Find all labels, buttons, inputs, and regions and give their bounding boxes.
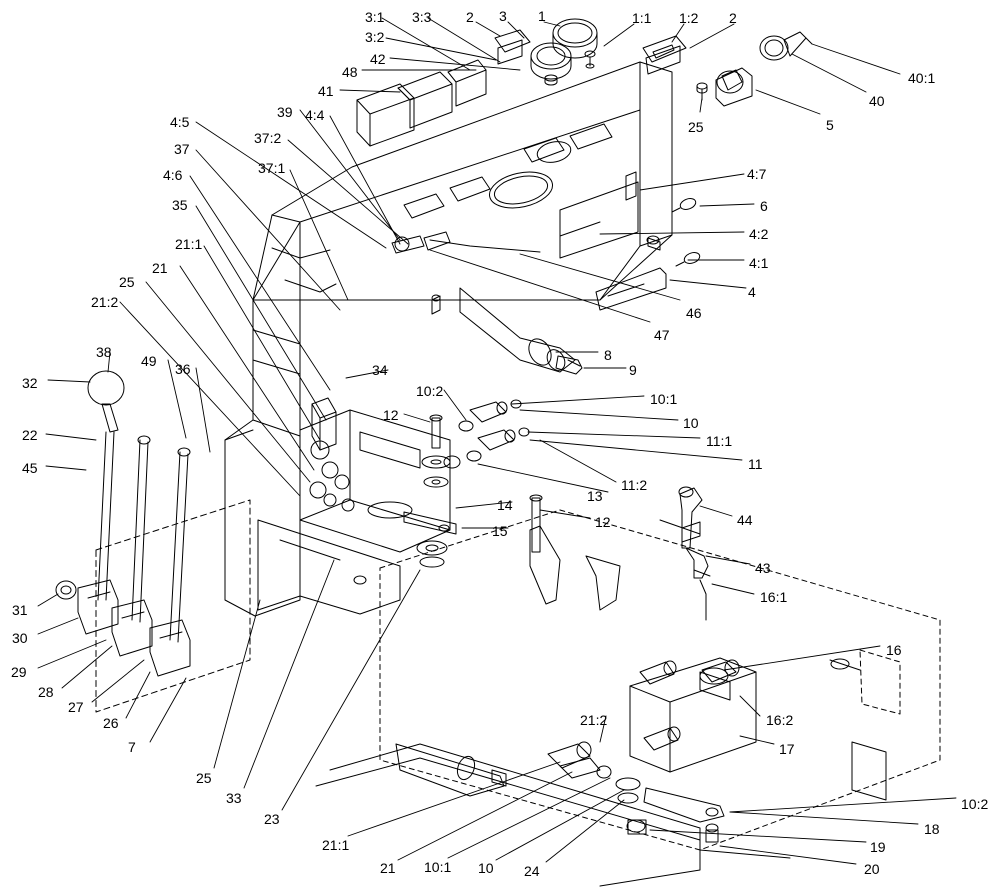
- callout-label: 4: [748, 284, 756, 300]
- callout-label: 48: [342, 64, 358, 80]
- callout-label: 10: [478, 860, 494, 876]
- callout-label: 1:1: [632, 10, 652, 26]
- callout-label: 29: [11, 664, 27, 680]
- callout-label: 4:2: [749, 226, 769, 242]
- callout-label: 1: [538, 8, 546, 24]
- callout-label: 12: [383, 407, 399, 423]
- callout-label: 1:2: [679, 10, 699, 26]
- dash-panel-group: [225, 62, 672, 616]
- callout-label: 13: [587, 488, 603, 504]
- callout-label: 25: [196, 770, 212, 786]
- callout-label: 8: [604, 347, 612, 363]
- callout-label: 10:1: [424, 859, 452, 875]
- floor-plate-solid: [258, 510, 940, 853]
- valve-block-assembly: [300, 398, 542, 567]
- callout-label: 33: [226, 790, 242, 806]
- callout-label: 28: [38, 684, 54, 700]
- callout-label: 36: [175, 361, 191, 377]
- callout-label: 2: [466, 9, 474, 25]
- callout-label: 10:1: [650, 391, 678, 407]
- manifold-assembly: [548, 487, 790, 858]
- callout-label: 21:2: [580, 712, 608, 728]
- gauge-fasteners: [545, 51, 595, 85]
- callout-label: 21:2: [91, 294, 119, 310]
- callout-label: 24: [524, 863, 540, 879]
- callout-label: 43: [755, 560, 771, 576]
- callout-label: 16: [886, 642, 902, 658]
- callout-label: 21:1: [175, 236, 203, 252]
- callout-label: 31: [12, 602, 28, 618]
- callout-label: 41: [318, 83, 334, 99]
- callout-label: 3:3: [412, 9, 432, 25]
- callout-label: 27: [68, 699, 84, 715]
- callout-label: 10: [683, 415, 699, 431]
- callout-label: 4:4: [305, 107, 325, 123]
- callout-label: 21: [152, 260, 168, 276]
- callout-label: 16:1: [760, 589, 788, 605]
- callout-label: 20: [864, 861, 880, 877]
- callout-label: 25: [119, 274, 135, 290]
- callout-label: 21:1: [322, 837, 350, 853]
- control-levers: [56, 371, 190, 676]
- callout-label: 5: [826, 117, 834, 133]
- callout-label: 19: [870, 839, 886, 855]
- callout-label: 4:6: [163, 167, 183, 183]
- callout-label: 4:5: [170, 114, 190, 130]
- horn-bolts: [697, 83, 707, 100]
- callout-label: 2: [729, 10, 737, 26]
- callout-label: 37:2: [254, 130, 282, 146]
- callout-label: 10:2: [416, 383, 444, 399]
- callout-label: 18: [924, 821, 940, 837]
- bottom-frame: [316, 650, 900, 886]
- callout-label: 37: [174, 141, 190, 157]
- callout-label: 10:2: [961, 796, 989, 812]
- callout-label: 37:1: [258, 160, 286, 176]
- callout-label: 44: [737, 512, 753, 528]
- callout-label: 14: [497, 497, 513, 513]
- callout-label: 3:2: [365, 29, 385, 45]
- callout-label: 6: [760, 198, 768, 214]
- callout-label: 15: [492, 523, 508, 539]
- callout-label: 17: [779, 741, 795, 757]
- callout-label: 46: [686, 305, 702, 321]
- callout-label: 23: [264, 811, 280, 827]
- callout-label: 16:2: [766, 712, 794, 728]
- callout-label: 4:1: [749, 255, 769, 271]
- gauge-assembly: [531, 19, 597, 79]
- callout-label: 30: [12, 630, 28, 646]
- horn-assembly: [716, 32, 812, 106]
- callout-label: 34: [372, 362, 388, 378]
- callout-label: 7: [128, 739, 136, 755]
- callout-label: 42: [370, 51, 386, 67]
- callout-label: 32: [22, 375, 38, 391]
- callout-label: 40: [869, 93, 885, 109]
- callout-label: 47: [654, 327, 670, 343]
- callout-label: 21: [380, 860, 396, 876]
- callout-label: 40:1: [908, 70, 936, 86]
- callout-label: 11:2: [621, 477, 648, 493]
- cylinder-assembly: [460, 288, 582, 374]
- callout-label: 35: [172, 197, 188, 213]
- callout-label: 3:1: [365, 9, 385, 25]
- callout-label: 38: [96, 344, 112, 360]
- callout-label: 9: [629, 362, 637, 378]
- callout-label: 26: [103, 715, 119, 731]
- rocker-switch-top: [495, 30, 530, 64]
- callout-label: 39: [277, 104, 293, 120]
- callout-label: 12: [595, 514, 611, 530]
- callout-label: 11:1: [706, 433, 733, 449]
- callout-label: 49: [141, 353, 157, 369]
- callout-label: 45: [22, 460, 38, 476]
- callout-label: 3: [499, 8, 507, 24]
- callout-label: 4:7: [747, 166, 767, 182]
- callout-label: 22: [22, 427, 38, 443]
- callout-label: 11: [748, 456, 763, 472]
- callout-label: 25: [688, 119, 704, 135]
